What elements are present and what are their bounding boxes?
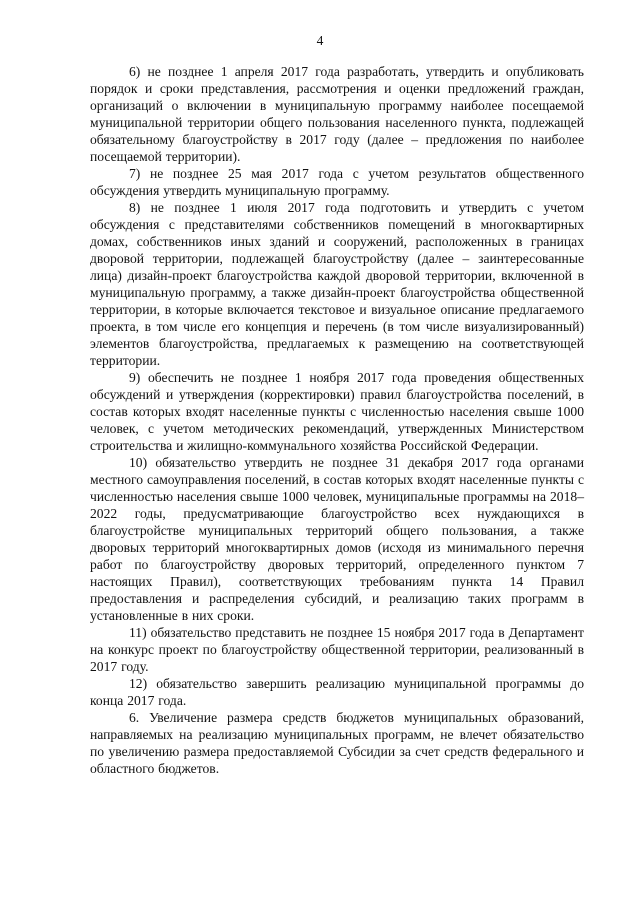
paragraph-item-9: 9) обеспечить не позднее 1 ноября 2017 года проведения общественных обсуждений и утверждения (корректировки) правил благоустройства поселений, в состав которых входят населенные пункты с численностью населения свыше 1000 человек, с учетом методических рекомендаций, утвержденных Министерством строительства и жилищно-коммунального хозяйства Российской Федерации. [90, 370, 584, 453]
paragraph-item-11: 11) обязательство представить не позднее 15 ноября 2017 года в Департамент на конкурс проект по благоустройству общественной территории, реализованный в 2017 году. [90, 625, 584, 674]
page-number: 4 [316, 33, 324, 48]
document-body [90, 63, 584, 777]
paragraph-item-12: 12) обязательство завершить реализацию муниципальной программы до конца 2017 года. [90, 676, 584, 708]
paragraph-item-7: 7) не позднее 25 мая 2017 года с учетом результатов общественного обсуждения утвердить муниципальную программу. [90, 166, 584, 198]
paragraph-item-8: 8) не позднее 1 июля 2017 года подготовить и утвердить с учетом обсуждения с представителями собственников помещений в многоквартирных домах, собственников иных зданий и сооружений, расположенных в границах дворовой территории, подлежащей благоустройству (далее – заинтересованные лица) дизайн-проект благоустройства каждой дворовой территории, включенной в муниципальную программу, а также дизайн-проект благоустройства общественной территории, в которые включается текстовое и визуальное описание предлагаемого проекта, в том числе его концепция и перечень (в том числе визуализированный) элементов благоустройства, предлагаемых к размещению на соответствующей территории. [90, 200, 584, 368]
paragraph-item-6: 6) не позднее 1 апреля 2017 года разработать, утвердить и опубликовать порядок и сроки представления, рассмотрения и оценки предложений граждан, организаций о включении в муниципальную программу наиболее посещаемой муниципальной территории общего пользования населенного пункта, подлежащей обязательному благоустройству в 2017 году (далее – предложения по наиболее посещаемой территории). [90, 64, 584, 164]
paragraph-section-6: 6. Увеличение размера средств бюджетов муниципальных образований, направляемых на реализацию муниципальных программ, не влечет обязательство по увеличению размера предоставляемой Субсидии за счет средств федерального и областного бюджетов. [90, 710, 584, 776]
paragraph-item-10: 10) обязательство утвердить не позднее 31 декабря 2017 года органами местного самоуправления поселений, в состав которых входят населенные пункты с численностью населения свыше 1000 человек, муниципальные программы на 2018–2022 годы, предусматривающие благоустройство всех нуждающихся в благоустройстве муниципальных территорий общего пользования, а также дворовых территорий многоквартирных домов (исходя из минимального перечня работ по благоустройству дворовых территорий, определенного пунктом 7 настоящих Правил), соответствующих требованиям пункта 14 Правил предоставления и распределения субсидий, и реализацию таких программ в установленные в них сроки. [90, 455, 584, 623]
